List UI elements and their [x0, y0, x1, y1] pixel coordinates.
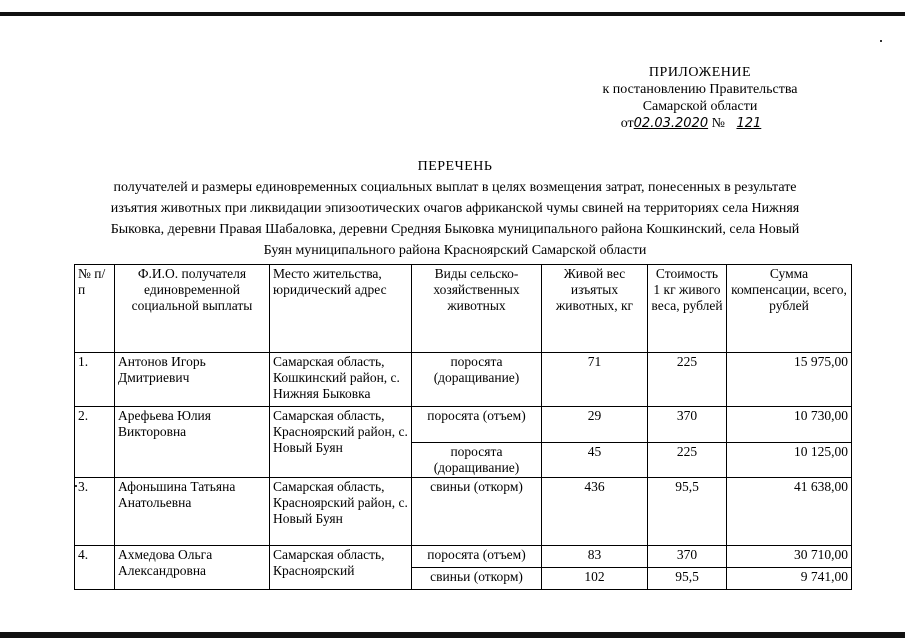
cell-price: 370 — [648, 546, 727, 568]
cell-price: 225 — [648, 443, 727, 478]
cell-num: 2. — [75, 407, 115, 478]
header-weight: Живой вес изъятых животных, кг — [542, 265, 648, 353]
recipients-table — [74, 264, 852, 590]
cell-weight: 436 — [542, 478, 648, 546]
table-row — [75, 407, 852, 443]
table-header-row — [75, 265, 852, 353]
subtitle-line: Быковка, деревни Правая Шабаловка, деревни Средняя Быковка муниципального района Кошкинский, села Новый — [110, 222, 800, 237]
cell-sum: 30 710,00 — [727, 546, 852, 568]
header-sum: Сумма компенсации, всего, рублей — [727, 265, 852, 353]
table-row — [75, 353, 852, 407]
cell-weight: 29 — [542, 407, 648, 443]
cell-weight: 102 — [542, 568, 648, 590]
cell-name: Афоньшина Татьяна Анатольевна — [115, 478, 270, 546]
subtitle-line: Буян муниципального района Красноярский Самарской области — [263, 243, 647, 258]
header-address: Место жительства, юридический адрес — [270, 265, 412, 353]
number-prefix: № — [711, 116, 725, 131]
cell-sum: 41 638,00 — [727, 478, 852, 546]
subtitle-line: изъятия животных при ликвидации эпизоотических очагов африканской чумы свиней на территориях села Нижняя — [110, 201, 800, 216]
bottom-scan-border — [0, 632, 905, 638]
table-row — [75, 478, 852, 546]
cell-sum: 9 741,00 — [727, 568, 852, 590]
cell-address: Самарская область, Красноярский район, с. Новый Буян — [270, 407, 412, 478]
cell-price: 370 — [648, 407, 727, 443]
cell-address: Самарская область, Кошкинский район, с. Нижняя Быковка — [270, 353, 412, 407]
cell-animal-type: поросята (отъем) — [412, 546, 542, 568]
appendix-block — [580, 64, 820, 132]
cell-num: 4. — [75, 546, 115, 590]
header-price: Стоимость 1 кг живого веса, рублей — [648, 265, 727, 353]
header-num: № п/п — [75, 265, 115, 353]
subtitle-line: получателей и размеры единовременных социальных выплат в целях возмещения затрат, понесенных в результате — [113, 180, 797, 195]
scan-speck — [880, 40, 882, 42]
cell-name: Антонов Игорь Дмитриевич — [115, 353, 270, 407]
date-prefix: от — [620, 116, 634, 131]
cell-price: 95,5 — [648, 478, 727, 546]
header-animal-type: Виды сельско-хозяйственных животных — [412, 265, 542, 353]
cell-name: Ахмедова Ольга Александровна — [115, 546, 270, 590]
cell-address: Самарская область, Красноярский — [270, 546, 412, 590]
cell-animal-type: поросята (отъем) — [412, 407, 542, 443]
cell-animal-type: поросята (доращивание) — [412, 353, 542, 407]
document-heading: ПЕРЕЧЕНЬ — [417, 159, 493, 174]
document-title — [60, 156, 850, 261]
cell-num: 1. — [75, 353, 115, 407]
cell-price: 225 — [648, 353, 727, 407]
table-row — [75, 546, 852, 568]
cell-price: 95,5 — [648, 568, 727, 590]
appendix-title: ПРИЛОЖЕНИЕ — [648, 65, 752, 80]
appendix-line2: Самарской области — [642, 99, 758, 114]
cell-weight: 71 — [542, 353, 648, 407]
cell-weight: 45 — [542, 443, 648, 478]
cell-animal-type: поросята (доращивание) — [412, 443, 542, 478]
top-scan-border — [0, 12, 905, 16]
handwritten-date: 02.03.2020 — [633, 116, 709, 131]
cell-sum: 15 975,00 — [727, 353, 852, 407]
cell-address: Самарская область, Красноярский район, с. Новый Буян — [270, 478, 412, 546]
cell-name: Арефьева Юлия Викторовна — [115, 407, 270, 478]
cell-sum: 10 125,00 — [727, 443, 852, 478]
header-name: Ф.И.О. получателя единовременной социальной выплаты — [115, 265, 270, 353]
cell-animal-type: свиньи (откорм) — [412, 478, 542, 546]
cell-animal-type: свиньи (откорм) — [412, 568, 542, 590]
appendix-line1: к постановлению Правительства — [602, 82, 798, 97]
cell-weight: 83 — [542, 546, 648, 568]
cell-num: 3. — [75, 478, 115, 546]
handwritten-number: 121 — [736, 116, 762, 131]
cell-sum: 10 730,00 — [727, 407, 852, 443]
appendix-dateline — [580, 115, 820, 132]
